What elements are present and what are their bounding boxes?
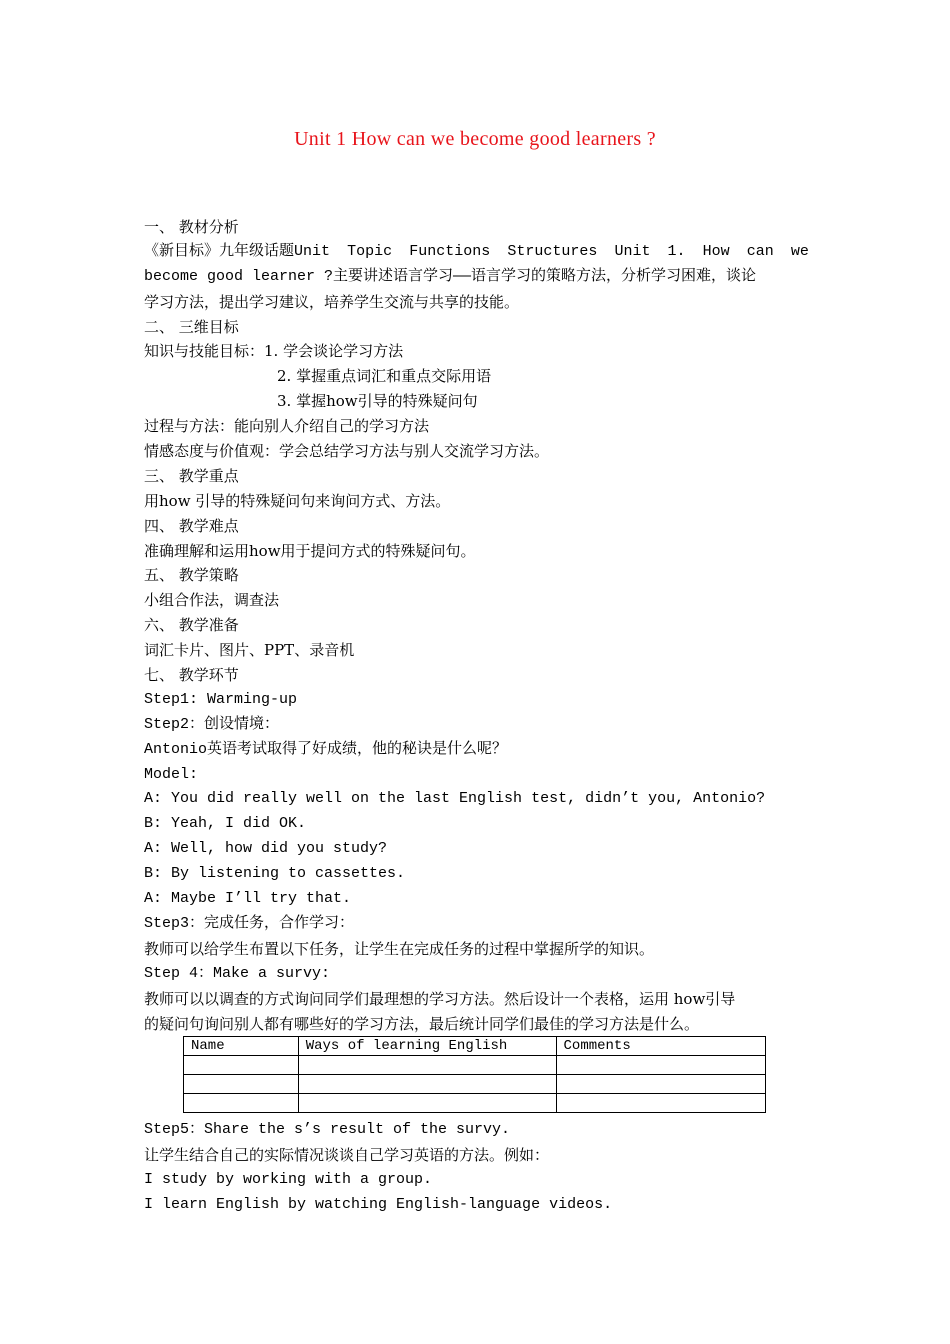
section-heading: 一、 教材分析 bbox=[144, 218, 239, 236]
text-segment: 《新目标》九年级话题Unit bbox=[144, 242, 331, 260]
text-segment: Topic bbox=[347, 242, 393, 260]
paragraph-line: 的疑问句询问别人都有哪些好的学习方法，最后统计同学们最佳的学习方法是什么。 bbox=[144, 1014, 700, 1033]
section-heading: 六、 教学准备 bbox=[144, 616, 239, 635]
paragraph-line: 让学生结合自己的实际情况谈谈自己学习英语的方法。例如： bbox=[144, 1145, 550, 1164]
step-line: Step3：完成任务，合作学习： bbox=[144, 914, 355, 932]
document-title: Unit 1 How can we become good learners ? bbox=[294, 128, 656, 150]
table-cell bbox=[184, 1075, 299, 1094]
paragraph-line: 词汇卡片、图片、PPT、录音机 bbox=[144, 641, 355, 660]
paragraph-line bbox=[144, 240, 809, 265]
document-body bbox=[144, 215, 809, 1036]
text-segment: Functions bbox=[409, 242, 491, 260]
paragraph-line: 小组合作法，调查法 bbox=[144, 591, 280, 610]
table-header-cell: Name bbox=[184, 1037, 299, 1056]
dialogue-line: A: Well, how did you study? bbox=[144, 840, 388, 858]
section-heading: 三、 教学重点 bbox=[144, 466, 239, 485]
goal-line: 3. 掌握how引导的特殊疑问句 bbox=[277, 392, 478, 411]
table-header-row bbox=[184, 1037, 766, 1056]
paragraph-line: Model: bbox=[144, 765, 199, 783]
table-cell bbox=[298, 1075, 556, 1094]
text-segment: 1. bbox=[667, 242, 686, 260]
dialogue-line: B: Yeah, I did OK. bbox=[144, 815, 307, 833]
paragraph-line: become good learner ?主要讲述语言学习——语言学习的策略方法，分析学习困难，谈论 bbox=[144, 267, 757, 285]
text-segment: How bbox=[702, 242, 730, 260]
text-segment: Unit bbox=[614, 242, 651, 260]
goal-line: 知识与技能目标：1. 学会谈论学习方法 bbox=[144, 342, 404, 361]
paragraph-line: 学习方法，提出学习建议，培养学生交流与共享的技能。 bbox=[144, 292, 520, 311]
survey-table bbox=[183, 1036, 766, 1113]
table-row bbox=[184, 1056, 766, 1075]
section-heading: 四、 教学难点 bbox=[144, 516, 239, 535]
step-line: Step5：Share the s’s result of the survy. bbox=[144, 1121, 511, 1138]
paragraph-line: 情感态度与价值观：学会总结学习方法与别人交流学习方法。 bbox=[144, 442, 550, 461]
table-cell bbox=[298, 1056, 556, 1075]
text-segment: can bbox=[746, 242, 774, 260]
table-cell bbox=[556, 1056, 765, 1075]
section-heading: 五、 教学策略 bbox=[144, 566, 239, 585]
step-line: Step1: Warming-up bbox=[144, 690, 298, 708]
example-line: I study by working with a group. bbox=[144, 1170, 433, 1188]
table-row bbox=[184, 1075, 766, 1094]
table-header-cell: Ways of learning English bbox=[298, 1037, 556, 1056]
step-line: Step 4：Make a survy: bbox=[144, 964, 331, 982]
paragraph-line: 用how 引导的特殊疑问句来询问方式、方法。 bbox=[144, 491, 451, 510]
dialogue-line: A: Maybe I’ll try that. bbox=[144, 890, 352, 908]
table-cell bbox=[556, 1075, 765, 1094]
paragraph-line: 教师可以给学生布置以下任务，让学生在完成任务的过程中掌握所学的知识。 bbox=[144, 939, 655, 958]
dialogue-line: B: By listening to cassettes. bbox=[144, 865, 406, 883]
example-line: I learn English by watching English-language videos. bbox=[144, 1195, 613, 1213]
section-heading: 二、 三维目标 bbox=[144, 317, 239, 336]
section-heading: 七、 教学环节 bbox=[144, 666, 239, 685]
table-cell bbox=[184, 1094, 299, 1113]
table-cell bbox=[298, 1094, 556, 1113]
text-segment: Structures bbox=[507, 242, 598, 260]
table-cell bbox=[184, 1056, 299, 1075]
document-tail bbox=[144, 1118, 809, 1218]
text-segment: we bbox=[790, 242, 809, 260]
step-line: Step2：创设情境： bbox=[144, 715, 280, 733]
paragraph-line: 教师可以以调查的方式询问同学们最理想的学习方法。然后设计一个表格，运用 how引导 bbox=[144, 989, 736, 1008]
dialogue-line: A: You did really well on the last English test, didn’t you, Antonio? bbox=[144, 790, 766, 808]
table-row bbox=[184, 1094, 766, 1113]
paragraph-line: 过程与方法：能向别人介绍自己的学习方法 bbox=[144, 417, 430, 436]
table-cell bbox=[556, 1094, 765, 1113]
goal-line: 2. 掌握重点词汇和重点交际用语 bbox=[277, 367, 492, 386]
paragraph-line: 准确理解和运用how用于提问方式的特殊疑问句。 bbox=[144, 541, 476, 560]
paragraph-line: Antonio英语考试取得了好成绩，他的秘诀是什么呢？ bbox=[144, 740, 508, 758]
table-header-cell: Comments bbox=[556, 1037, 765, 1056]
